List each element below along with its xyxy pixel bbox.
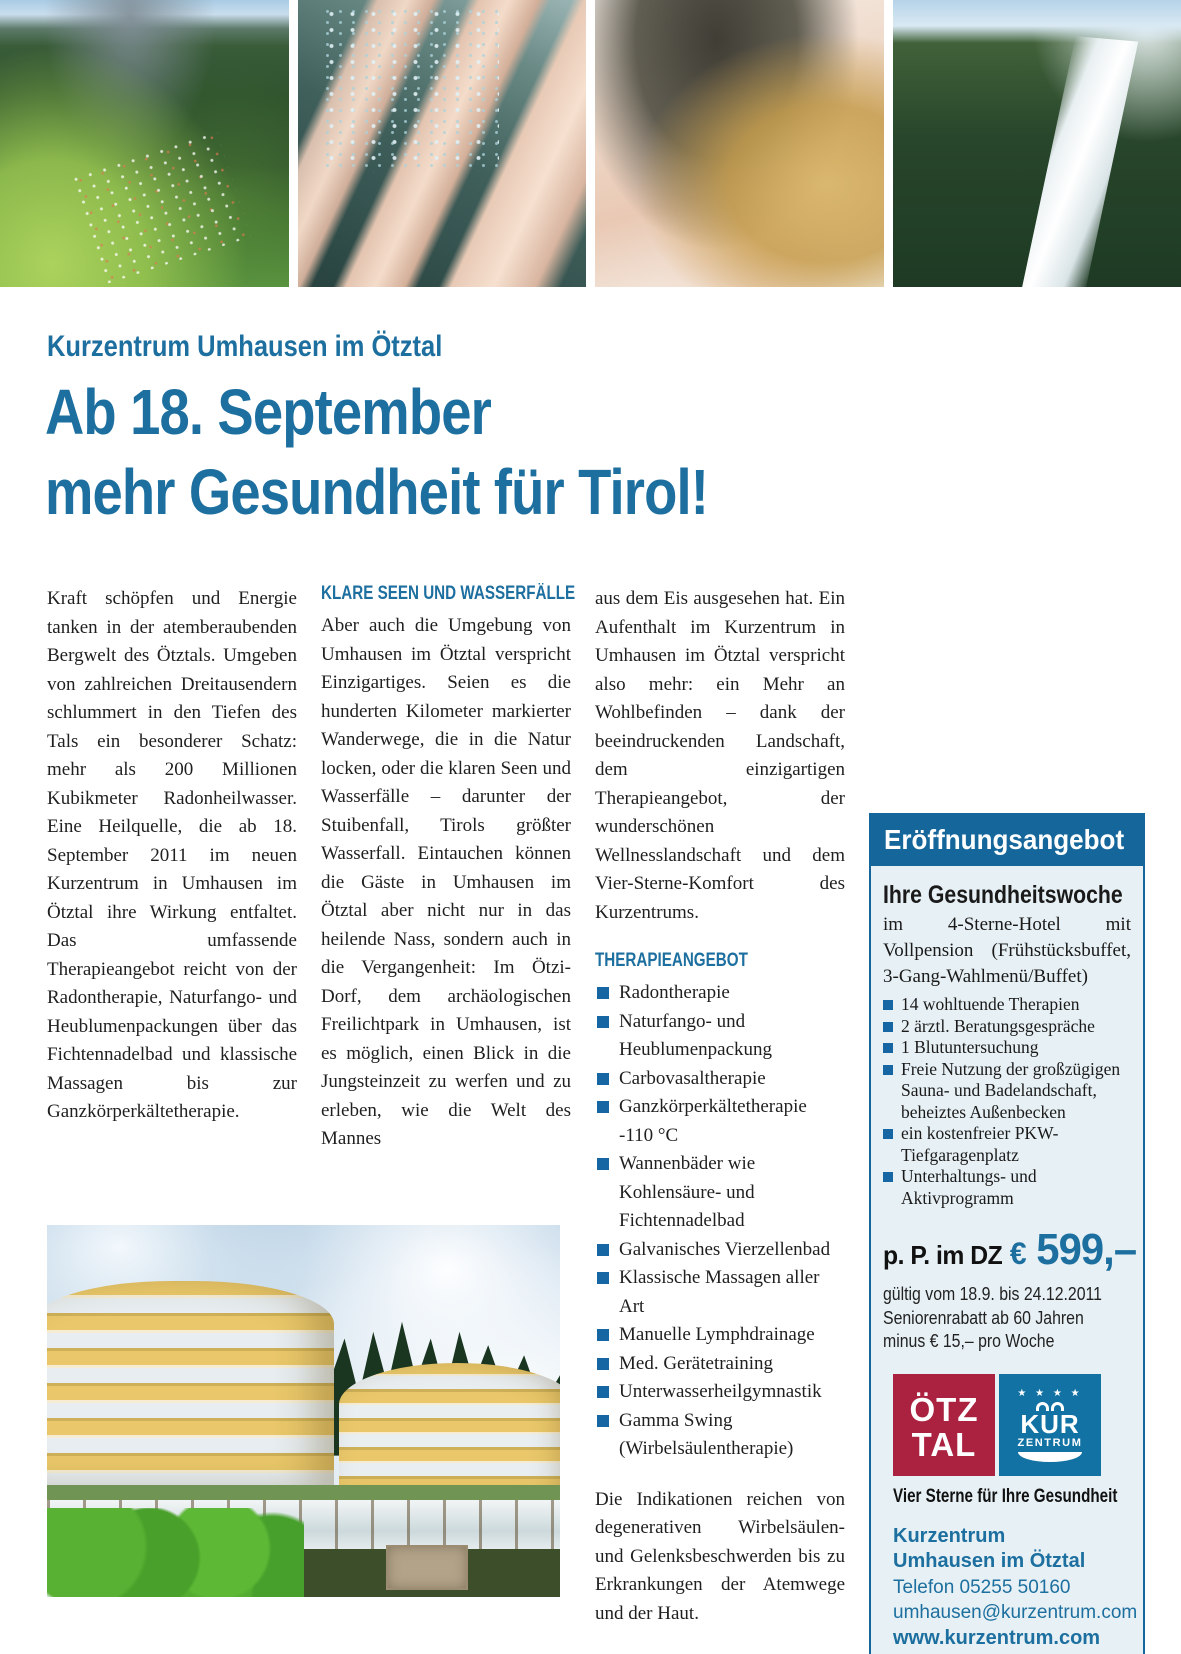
stars-icon: ★ ★ ★ ★ [1017,1387,1083,1399]
kicker: Kurzentrum Umhausen im Ötztal [47,330,443,363]
contact-block [893,1524,1138,1652]
offer-bullet-list [883,994,1131,1209]
bullet-square-icon [883,1000,893,1010]
list-item-text: Carbovasaltherapie [619,1067,766,1089]
bullet-square-icon [597,987,609,999]
list-item-text: Galvanisches Vierzellenbad [619,1238,831,1260]
paragraph-surroundings: Aber auch die Umgebung von Umhausen im Ötztal verspricht Einzigartiges. Seien es die hunderten Kilometer markierter Wanderwege, die in die Natur locken, oder die klaren Seen und Wasserfälle – darunter der Stuibenfall, Tirols größter Wasserfall. Eintauchen können die Gäste in Umhausen im Ötztal aber nicht nur in das heilende Nass, sondern auch in die Vergangenheit: Im Ötzi-Dorf, dem archäologischen Freilichtpark in Umhausen, ist es möglich, einen Blick in die Jungsteinzeit zu werfen und zu erleben, wie die Welt des Mannes [321,615,571,1149]
contact-email[interactable]: umhausen@kurzentrum.com [893,1602,1138,1623]
offer-box [869,813,1145,1654]
bullet-square-icon [597,1415,609,1427]
list-item-text: Naturfango- und Heublumenpackung [619,1010,773,1060]
oetztal-logo [893,1374,995,1476]
offer-body [871,866,1143,1654]
kurzentrum-logo [999,1374,1101,1476]
paragraph-indications: Die Indikationen reichen von degenerativen Wirbelsäulen- und Gelenksbeschwerden bis zu Erkrankungen der Atemwege und der Haut. [595,1488,845,1624]
arc-icon [1018,1452,1082,1462]
price-value: € 599,– [1009,1225,1137,1274]
offer-bullet-item [883,994,1131,1016]
logo-row [893,1374,1131,1476]
article-column-1 [47,585,297,1127]
contact-location: Umhausen im Ötztal [893,1550,1086,1572]
bullet-square-icon [597,1073,609,1085]
therapy-item [595,1407,845,1464]
waterfall-streak [1021,36,1139,287]
bullet-square-icon [597,1272,609,1284]
article-column-2 [321,582,576,1154]
list-item-text: Unterwasserheilgymnastik [619,1381,822,1402]
therapy-item [595,979,845,1008]
section-heading-therapy: THERAPIEANGEBOT [595,950,748,971]
offer-header-text: Eröffnungsangebot [884,824,1125,855]
bullet-square-icon [597,1158,609,1170]
rendering-roof-band [47,1485,560,1500]
list-item-text: Wannenbäder wie Kohlensäure- und Fichtennadelbad [619,1153,756,1231]
building-rendering [47,1225,560,1597]
offer-title: Ihre Gesundheitswoche [883,881,1123,909]
therapy-item [595,1093,845,1150]
contact-website[interactable]: www.kurzentrum.com [893,1626,1101,1649]
therapy-item [595,1321,845,1350]
list-item-text: Gamma Swing (Wirbelsäulentherapie) [619,1409,794,1459]
bullet-square-icon [883,1172,893,1182]
tagline: Vier Sterne für Ihre Gesundheit [893,1485,1118,1507]
list-item-text: Radontherapie [619,982,730,1003]
bullet-square-icon [883,1065,893,1075]
rendering-bushes [47,1508,304,1597]
offer-subtitle: im 4-Sterne-Hotel mit Vollpension (Frühstücksbuffet, 3-Gang-Wahlmenü/Buffet) [883,914,1131,987]
price-row [883,1225,1137,1275]
bullet-square-icon [597,1386,609,1398]
headline [45,372,825,532]
offer-bullet-item [883,1059,1131,1124]
therapy-item [595,1008,845,1065]
bullet-square-icon [883,1043,893,1053]
rendering-tower-left [47,1281,334,1497]
validity-line-2: Seniorenrabatt ab 60 Jahren [883,1307,1084,1328]
validity-line-1: gültig vom 18.9. bis 24.12.2011 [883,1284,1102,1304]
kur-logo-line2: ZENTRUM [1017,1436,1083,1449]
section-heading-lakes: KLARE SEEN UND WASSERFÄLLE [321,583,576,604]
article-column-3 [595,585,845,1628]
list-item-text: Unterhaltungs- und Aktivprogramm [901,1166,1037,1208]
bullet-square-icon [597,1101,609,1113]
photo-strip [0,0,1181,287]
bullet-square-icon [883,1022,893,1032]
paragraph-intro: Kraft schöpfen und Energie tanken in der atemberaubenden Bergwelt des Ötztals. Umgeben von zahlreichen Dreitausendern schlummert in den Tiefen des Tals ein besonderer Schatz: mehr als 200 Millionen Kubikmeter Radonheilwasser. Eine Heilquelle, die ab 18. September 2011 im neuen Kurzentrum in Umhausen im Ötztal ihre Wirkung entfaltet. Das umfassende Therapieangebot reicht von der Radontherapie, Naturfango- und Heublumenpackungen über das Fichtennadelbad und klassische Massagen bis zur Ganzkörperkältetherapie. [47,588,297,1122]
waterfall-photo [893,0,1181,287]
headline-line-2: mehr Gesundheit für Tirol! [45,456,708,528]
offer-header [871,815,1143,866]
paragraph-stay: aus dem Eis ausgesehen hat. Ein Aufenthalt im Kurzentrum in Umhausen im Ötztal verspricht also mehr: ein Mehr an Wohlbefinden – dank der beeindruckenden Landschaft, dem einzigartigen Therapieangebot, der wunderschönen Wellnesslandschaft und dem Vier-Sterne-Komfort des Kurzentrums. [595,588,845,923]
therapy-item [595,1065,845,1094]
therapy-list [595,979,845,1464]
offer-bullet-item [883,1166,1131,1209]
offer-bullet-item [883,1037,1131,1059]
validity-line-3: minus € 15,– pro Woche [883,1331,1055,1351]
price-label: p. P. im DZ [883,1240,1003,1270]
therapy-item [595,1350,845,1379]
list-item-text: 1 Blutuntersuchung [901,1037,1039,1057]
validity-block [883,1283,1131,1354]
bullet-square-icon [597,1244,609,1256]
oetztal-logo-line1: ÖTZ [909,1390,979,1428]
contact-phone: Telefon 05255 50160 [893,1576,1071,1598]
list-item-text: Ganzkörperkältetherapie -110 °C [619,1096,807,1146]
list-item-text: Med. Gerätetraining [619,1352,774,1374]
bullet-square-icon [597,1016,609,1028]
oetztal-logo-line2: TAL [911,1425,977,1463]
bullet-square-icon [597,1329,609,1341]
offer-bullet-item [883,1016,1131,1038]
list-item-text: Manuelle Lymphdrainage [619,1324,815,1345]
rendering-stone-wall [386,1545,468,1590]
offer-bullet-item [883,1123,1131,1166]
list-item-text: 14 wohltuende Therapien [901,994,1080,1014]
list-item-text: Freie Nutzung der großzügigen Sauna- und Badelandschaft, beheiztes Außenbecken [901,1058,1121,1122]
kur-logo-line1: KUR [1020,1408,1080,1439]
therapy-item [595,1264,845,1321]
therapy-item [595,1236,845,1265]
contact-name: Kurzentrum [893,1524,1006,1547]
therapy-item [595,1378,845,1407]
alpine-valley-photo [0,0,289,287]
fango-back-treatment-photo [595,0,884,287]
list-item-text: ein kostenfreier PKW-Tiefgaragenplatz [901,1123,1059,1165]
therapy-item [595,1150,845,1236]
list-item-text: Klassische Massagen aller Art [619,1267,820,1317]
headline-line-1: Ab 18. September [45,376,491,448]
bullet-square-icon [883,1129,893,1139]
bullet-square-icon [597,1358,609,1370]
hand-water-drops-photo [298,0,587,287]
list-item-text: 2 ärztl. Beratungsgespräche [901,1015,1095,1036]
